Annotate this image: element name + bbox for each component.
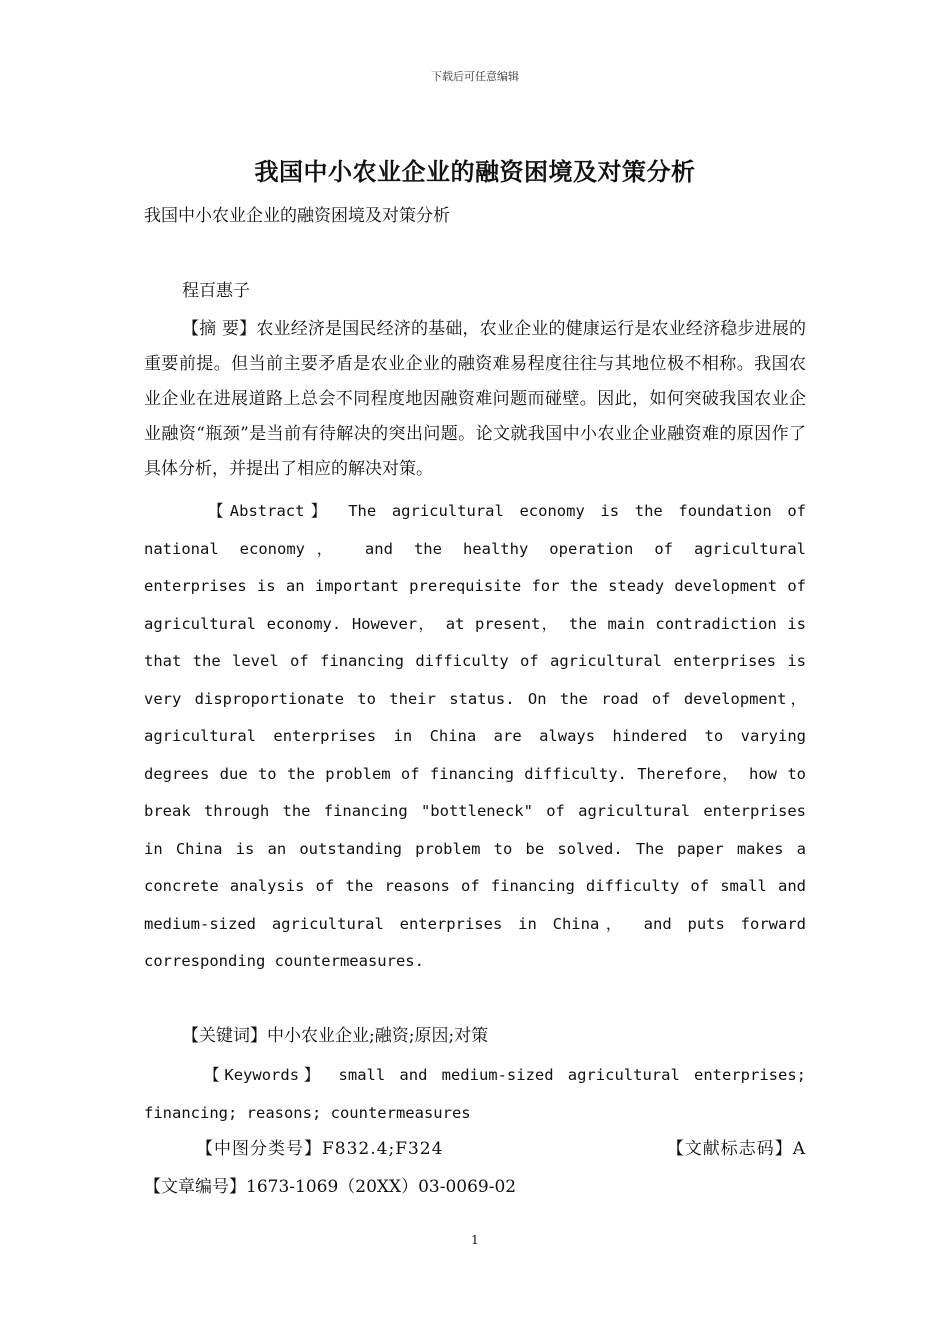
keywords-en xyxy=(144,1057,806,1132)
abstract-cn-text: 农业经济是国民经济的基础，农业企业的健康运行是农业经济稳步进展的重要前提。但当前主要矛盾是农业企业的融资难易程度往往与其地位极不相称。我国农业企业在进展道路上总会不同程度地因融资难问题而碰壁。因此，如何突破我国农业企业融资“瓶颈”是当前有待解决的突出问题。论文就我国中小农业企业融资难的原因作了具体分析，并提出了相应的解决对策。 xyxy=(144,319,807,479)
page-number: 1 xyxy=(471,1233,479,1247)
document-subtitle: 我国中小农业企业的融资困境及对策分析 xyxy=(144,206,450,226)
keywords-cn-label: 【关键词】 xyxy=(182,1026,267,1046)
clc-code xyxy=(196,1134,443,1159)
abstract-en-text: The agricultural economy is the foundation of national economy， and the healthy operation of agricultural enterprises is an important prerequisite for the steady development of agricultural economy. However， at present， the main contradiction is that the level of financing difficulty of agricultural enterprises is very disproportionate to their status. On the road of development， agricultural enterprises in China are always hindered to varying degrees due to the problem of financing difficulty. Therefore， how to break through the financing "bottleneck" of agricultural enterprises in China is an outstanding problem to be solved. The paper makes a concrete analysis of the reasons of financing difficulty of small and medium-sized agricultural enterprises in China， and puts forward corresponding countermeasures. xyxy=(144,502,806,970)
keywords-cn-text: 中小农业企业;融资;原因;对策 xyxy=(267,1026,489,1046)
clc-label: 【中图分类号】 xyxy=(196,1139,322,1159)
author-name: 程百惠子 xyxy=(182,281,250,301)
document-title: 我国中小农业企业的融资困境及对策分析 xyxy=(254,158,696,186)
article-number-value: 1673-1069（20XX）03-0069-02 xyxy=(246,1177,517,1197)
document-code-value: A xyxy=(792,1139,806,1159)
keywords-en-text: small and medium-sized agricultural enterprises; financing; reasons; countermeasures xyxy=(144,1066,806,1122)
clc-value: F832.4;F324 xyxy=(322,1139,444,1159)
article-number xyxy=(144,1172,516,1197)
abstract-en-label: 【Abstract】 xyxy=(208,502,333,520)
abstract-cn-label: 【摘 要】 xyxy=(182,319,257,339)
keywords-en-label: 【Keywords】 xyxy=(204,1066,325,1084)
document-code-label: 【文献标志码】 xyxy=(666,1139,793,1159)
keywords-cn xyxy=(144,1021,806,1046)
header-note: 下载后可任意编辑 xyxy=(431,70,519,83)
document-code xyxy=(667,1134,806,1159)
article-number-label: 【文章编号】 xyxy=(144,1177,246,1197)
abstract-en xyxy=(144,493,806,981)
abstract-cn xyxy=(144,312,806,487)
